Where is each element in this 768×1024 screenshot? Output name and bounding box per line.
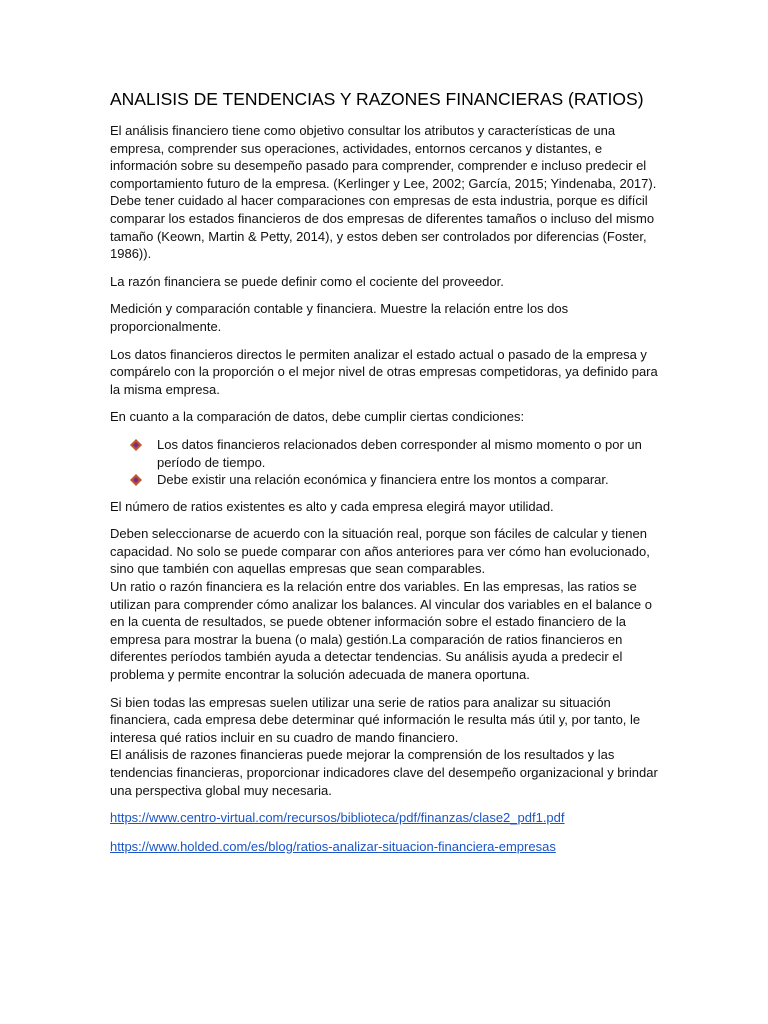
document-body: [110, 88, 662, 866]
list-item: [130, 436, 662, 471]
paragraph-datos-financieros: Los datos financieros directos le permiten analizar el estado actual o pasado de la empresa y compárelo con la proporción o el mejor nivel de otras empresas competidoras, ya definido para la misma empresa.: [110, 346, 658, 397]
diamond-bullet-icon: [130, 439, 142, 451]
paragraph-uso-text: Si bien todas las empresas suelen utilizar una serie de ratios para analizar su situación financiera, cada empresa debe determinar qué información le resulta más útil y, por tanto, le interesa qué ratios incluir en su cuadro de mando financiero.: [110, 694, 641, 745]
conditions-list: [110, 436, 662, 489]
paragraph-seleccion-ratios: [110, 525, 662, 683]
paragraph-condiciones: En cuanto a la comparación de datos, debe cumplir ciertas condiciones:: [110, 409, 525, 425]
list-item-text: Debe existir una relación económica y financiera entre los montos a comparar.: [157, 472, 609, 488]
link-holded[interactable]: https://www.holded.com/es/blog/ratios-analizar-situacion-financiera-empresas: [110, 838, 556, 854]
paragraph-medicion: Medición y comparación contable y financiera. Muestre la relación entre los dos proporcionalmente.: [110, 301, 569, 334]
paragraph-uso-ratios: [110, 694, 662, 800]
link-centro-virtual[interactable]: https://www.centro-virtual.com/recursos/biblioteca/pdf/finanzas/clase2_pdf1.pdf: [110, 810, 565, 826]
paragraph-seleccion-text: Deben seleccionarse de acuerdo con la situación real, porque son fáciles de calcular y tienen capacidad. No solo se puede comparar con años anteriores para ver cómo han evolucionado, sino que también con aquellas empresas que sean comparables.: [110, 526, 650, 577]
diamond-bullet-icon: [130, 474, 142, 486]
paragraph-ratio-definicion: Un ratio o razón financiera es la relación entre dos variables. En las empresas, las ratios se utilizan para comprender cómo analizar los balances. Al vincular dos variables en el balance o en la cuenta de resultados, se puede obtener información sobre el estado financiero de la empresa para mostrar la buena (o mala) gestión.La comparación de ratios financieros en diferentes períodos también ayuda a detectar tendencias. Su análisis ayuda a predecir el problema y permite encontrar la solución adecuada de manera oportuna.: [110, 579, 652, 683]
paragraph-analisis-razones: El análisis de razones financieras puede mejorar la comprensión de los resultados y las tendencias financieras, proporcionar indicadores clave del desempeño organizacional y brindar una perspectiva global muy necesaria.: [110, 747, 658, 798]
paragraph-razon-financiera: La razón financiera se puede definir como el cociente del proveedor.: [110, 273, 504, 289]
list-item-text: Los datos financieros relacionados deben corresponder al mismo momento o por un período de tiempo.: [157, 436, 642, 470]
paragraph-analisis-financiero: El análisis financiero tiene como objetivo consultar los atributos y características de una empresa, comprender sus operaciones, actividades, entornos cercanos y distantes, e información sobre su desempeño pasado para comprender, comprender e incluso predecir el comportamiento futuro de la empresa. (Kerlinger y Lee, 2002; García, 2015; Yindenaba, 2017). Debe tener cuidado al hacer comparaciones con empresas de esta industria, porque es difícil comparar los estados financieros de dos empresas de diferentes tamaños o incluso del mismo tamaño (Keown, Martin & Petty, 2014), y estos deben ser controlados por diferencias (Foster, 1986)).: [110, 123, 657, 262]
list-item: [130, 471, 662, 489]
document-title: ANALISIS DE TENDENCIAS Y RAZONES FINANCIERAS (RATIOS): [110, 89, 644, 109]
paragraph-numero-ratios: El número de ratios existentes es alto y cada empresa elegirá mayor utilidad.: [110, 498, 554, 514]
